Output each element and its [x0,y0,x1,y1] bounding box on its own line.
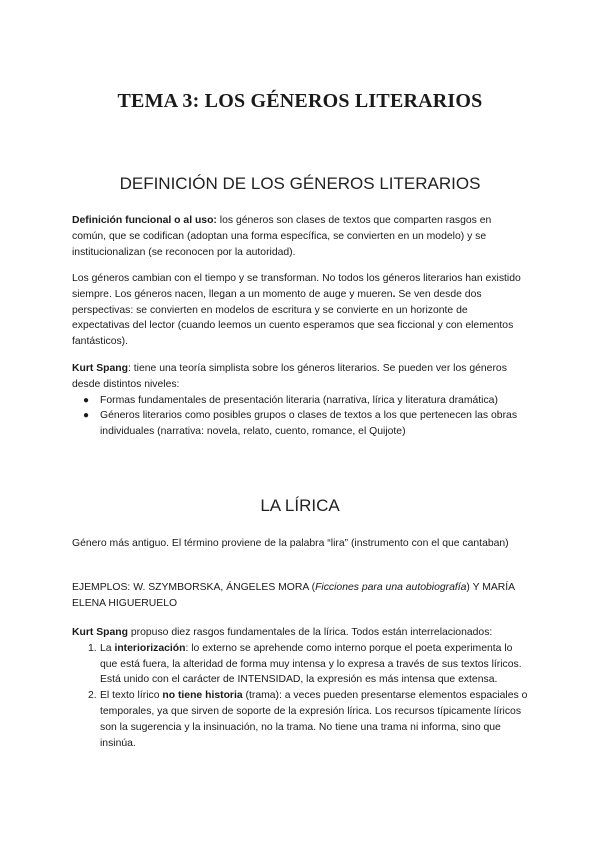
list-item-text: La [100,642,115,654]
section-heading-definicion: DEFINICIÓN DE LOS GÉNEROS LITERARIOS [119,174,481,193]
bold-term: no tiene historia [162,690,243,702]
book-title: Ficciones para una autobiografía [315,582,467,593]
paragraph-genero-antiguo: Género más antiguo. El término proviene de la palabra “lira” (instrumento con el que cantaban) [72,538,509,549]
section-heading-lirica: LA LÍRICA [260,496,340,515]
examples-text: EJEMPLOS: W. SZYMBORSKA, ÁNGELES MORA ( [72,582,316,593]
paragraph-text: : tiene una teoría simplista sobre los géneros literarios. Se pueden ver los géneros desde distintos niveles: [72,363,507,390]
paragraph-text: los géneros son clases de textos que comparten rasgos en común, que se codifican (adoptan una forma específica, se convierten en un modelo) y se institucionalizan (se reconocen por la autoridad). [72,215,492,258]
list-item [72,641,528,688]
paragraph-kurt-spang-lirica [72,625,528,751]
list-item [72,408,528,440]
examples-text: ) Y MARÍA ELENA HIGUERUELO [72,582,515,609]
bold-author: Kurt Spang [72,627,128,638]
list-item-text: Géneros literarios como posibles grupos o clases de textos a los que pertenecen las obras individuales (narrativa: novela, relato, cuento, romance, el Quijote) [100,410,518,438]
paragraph-text: propuso diez rasgos fundamentales de la lírica. Todos están interrelacionados: [128,627,493,638]
list-item-text: : lo externo se aprehende como interno porque el poeta experimenta lo que está fuera, la alteridad de forma muy intensa y lo expresa a través de sus textos líricos. Está unido con el carácter de INTENSIDAD, la expresión es más intensa que extensa. [100,642,522,686]
list-number: 2. [88,690,97,702]
numbered-list [72,641,528,752]
list-item-text: (trama): a veces pueden presentarse elementos espaciales o temporales, ya que sirven de soporte de la expresión lírica. Los recursos típicamente líricos son la sugerencia y la insinuación, no la trama. No tiene una trama ni informa, sino que insinúa. [100,690,528,749]
paragraph-text: Se ven desde dos perspectivas: se convierten en modelos de escritura y se convierte en un horizonte de expectativas del lector (cuando leemos un cuento esperamos que sea ficcional y con elementos fantásticos). [72,288,514,348]
bullet-icon: ● [83,394,90,406]
list-item [72,688,528,751]
paragraph-intro [72,625,528,641]
list-item [72,393,528,409]
paragraph-generos-cambian [72,271,528,350]
bold-term: interiorización [114,642,186,654]
list-item-text: El texto lírico [100,690,163,702]
bullet-list [72,393,528,440]
paragraph-text: Los géneros cambian con el tiempo y se transforman. No todos los géneros literarios han existido siempre. Los géneros nacen, llegan a un momento de auge y mueren [72,273,521,300]
list-number: 1. [88,642,97,654]
paragraph-intro [72,361,528,393]
paragraph-ejemplos [72,580,528,612]
paragraph-definicion-funcional [72,213,528,260]
document-title: TEMA 3: LOS GÉNEROS LITERARIOS [117,90,483,112]
bullet-icon: ● [83,410,90,422]
bold-term: Definición funcional o al uso: [72,215,217,226]
list-item-text: Formas fundamentales de presentación literaria (narrativa, lírica y literatura dramática) [100,394,498,406]
paragraph-kurt-spang-generos [72,361,528,440]
bold-period: . [392,288,396,300]
bold-author: Kurt Spang [72,363,128,374]
